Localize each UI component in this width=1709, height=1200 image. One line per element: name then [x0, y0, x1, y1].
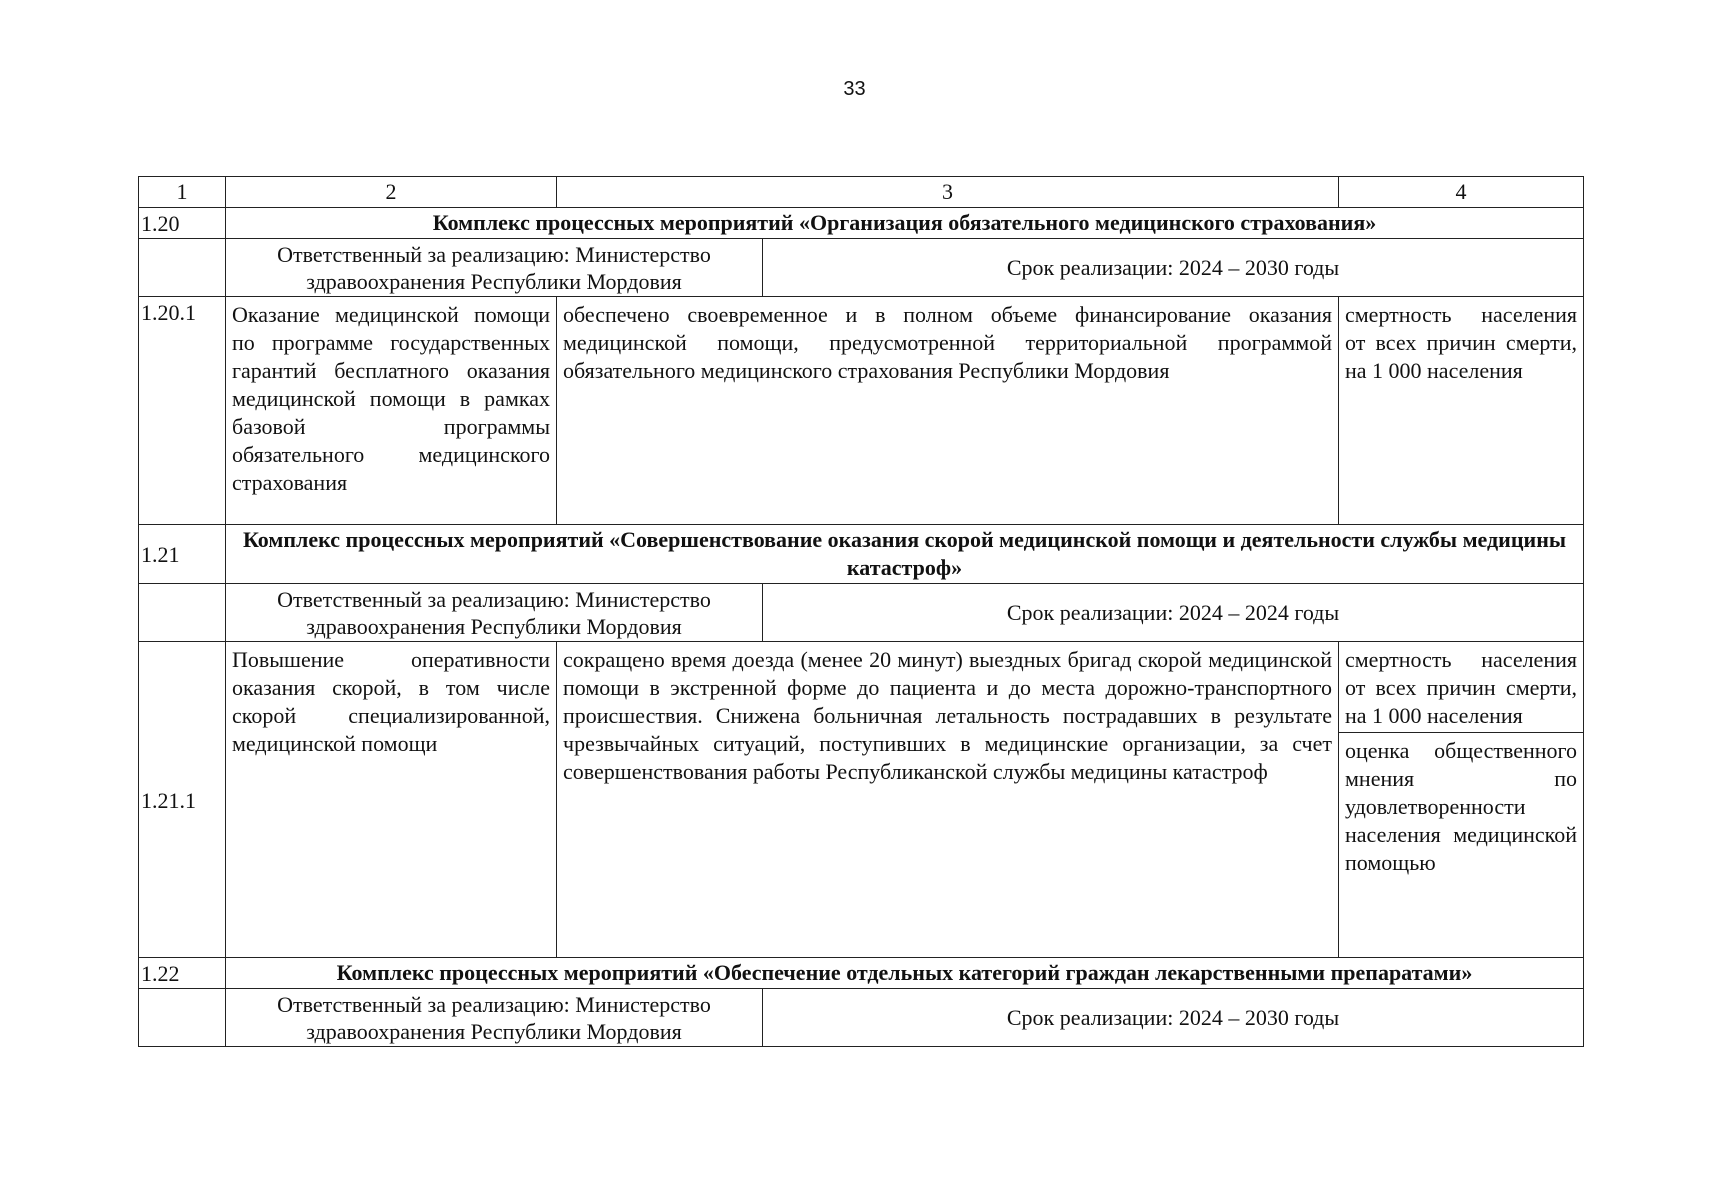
indicator-item: оценка общественного мнения по удовлетворенности населения медицинской помощью — [1339, 732, 1583, 879]
indicator-cell — [1339, 642, 1584, 958]
page-number: 33 — [843, 78, 866, 100]
empty-cell — [139, 239, 226, 297]
result-cell: сокращено время доезда (менее 20 минут) выездных бригад скорой медицинской помощи в экстренной форме до пациента и до места дорожно-транспортного происшествия. Снижена больничная летальность пострадавших в результате чрезвычайных ситуаций, поступивших в медицинские организации, за счет совершенствования работы Республиканской службы медицины катастроф — [557, 642, 1339, 958]
section-title-row — [139, 525, 1584, 584]
responsible-cell: Ответственный за реализацию: Министерство здравоохранения Республики Мордовия — [226, 584, 763, 642]
section-title: Комплекс процессных мероприятий «Совершенствование оказания скорой медицинской помощи и деятельности службы медицины катастроф» — [226, 525, 1584, 584]
responsible-cell: Ответственный за реализацию: Министерство здравоохранения Республики Мордовия — [226, 239, 763, 297]
section-title-row — [139, 208, 1584, 239]
table-row — [139, 297, 1584, 525]
measures-table-container — [138, 176, 1583, 1047]
indicator-item: смертность населения от всех причин смерти, на 1 000 населения — [1345, 302, 1577, 383]
column-number-1: 1 — [139, 177, 226, 208]
empty-cell — [139, 584, 226, 642]
column-number-4: 4 — [1339, 177, 1584, 208]
row-number: 1.21.1 — [139, 642, 226, 958]
indicator-cell — [1339, 297, 1584, 525]
column-number-3: 3 — [557, 177, 1339, 208]
term-cell: Срок реализации: 2024 – 2024 годы — [763, 584, 1584, 642]
empty-cell — [139, 989, 226, 1047]
responsible-cell: Ответственный за реализацию: Министерство здравоохранения Республики Мордовия — [226, 989, 763, 1047]
responsible-row — [139, 239, 1584, 297]
section-title: Комплекс процессных мероприятий «Организация обязательного медицинского страхования» — [226, 208, 1584, 239]
measures-table — [138, 176, 1584, 1047]
result-cell: обеспечено своевременное и в полном объеме финансирование оказания медицинской помощи, предусмотренной территориальной программой обязательного медицинского страхования Республики Мордовия — [557, 297, 1339, 525]
indicator-item: смертность населения от всех причин смерти, на 1 000 населения — [1345, 647, 1577, 728]
column-number-2: 2 — [226, 177, 557, 208]
task-cell: Повышение оперативности оказания скорой, в том числе скорой специализированной, медицинской помощи — [226, 642, 557, 958]
responsible-row — [139, 989, 1584, 1047]
section-number: 1.21 — [139, 525, 226, 584]
section-number: 1.22 — [139, 958, 226, 989]
section-title-row — [139, 958, 1584, 989]
row-number: 1.20.1 — [139, 297, 226, 525]
section-number: 1.20 — [139, 208, 226, 239]
term-cell: Срок реализации: 2024 – 2030 годы — [763, 989, 1584, 1047]
section-title: Комплекс процессных мероприятий «Обеспечение отдельных категорий граждан лекарственными препаратами» — [226, 958, 1584, 989]
responsible-row — [139, 584, 1584, 642]
column-number-row — [139, 177, 1584, 208]
term-cell: Срок реализации: 2024 – 2030 годы — [763, 239, 1584, 297]
table-row — [139, 642, 1584, 958]
task-cell: Оказание медицинской помощи по программе государственных гарантий бесплатного оказания медицинской помощи в рамках базовой программы обязательного медицинского страхования — [226, 297, 557, 525]
